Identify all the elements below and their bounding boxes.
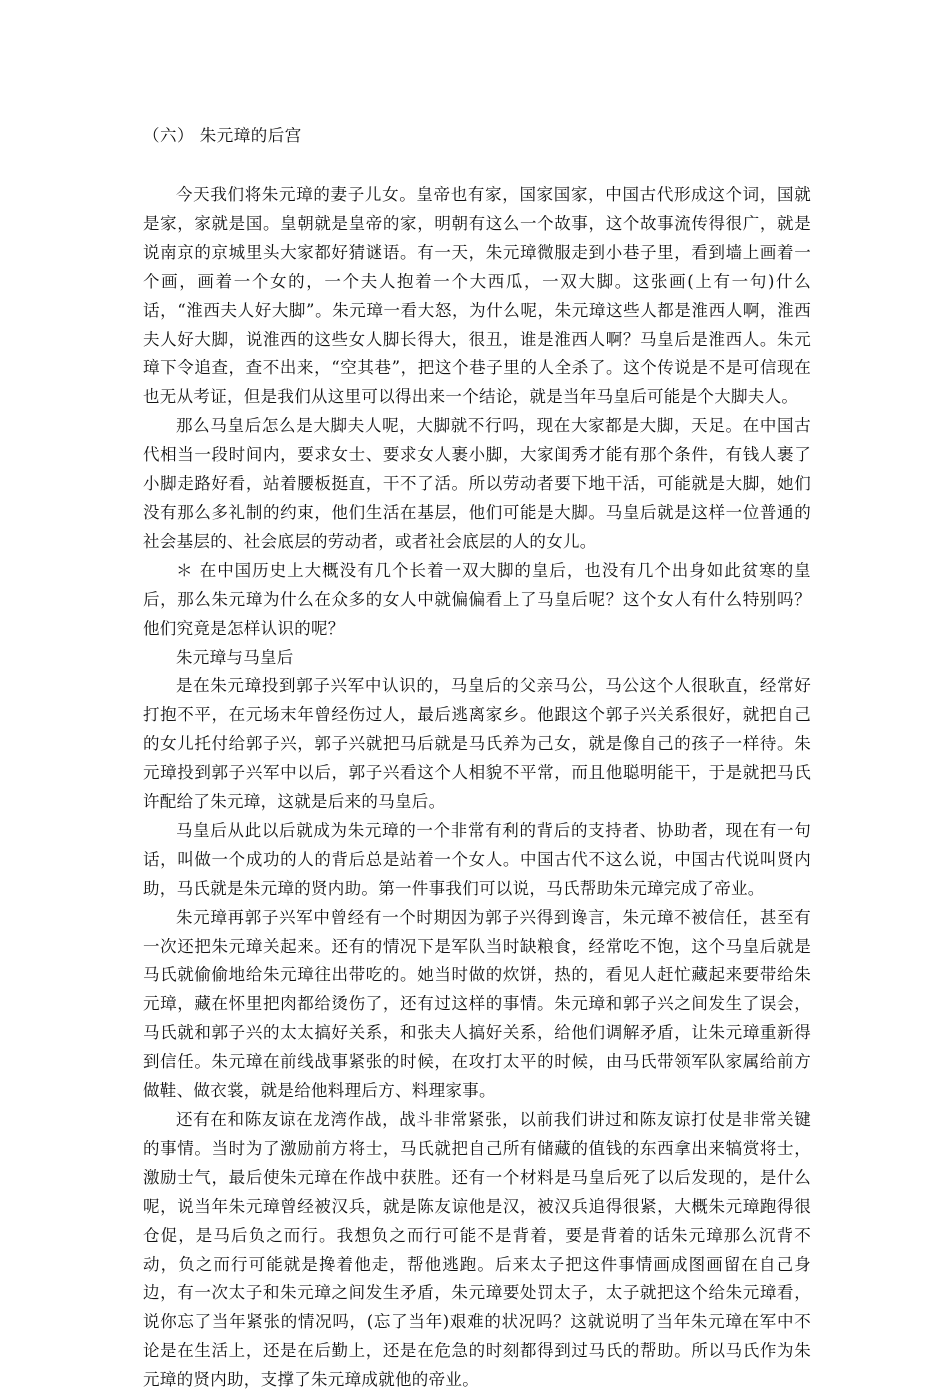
document-body [143, 122, 811, 1395]
paragraph-longwan-battle: 还有在和陈友谅在龙湾作战，战斗非常紧张，以前我们讲过和陈友谅打仗是非常关键的事情。当时为了激励前方将士，马氏就把自己所有储藏的值钱的东西拿出来犒赏将士，激励士气，最后使朱元璋在作战中获胜。还有一个材料是马皇后死了以后发现的，是什么呢，说当年朱元璋曾经被汉兵，就是陈友谅他是汉，被汉兵追得很紧，大概朱元璋跑得很仓促，是马后负之而行。我想负之而行可能不是背着，要是背着的话朱元璋那么沉背不动，负之而行可能就是搀着他走，帮他逃跑。后来太子把这件事情画成图画留在自己身边，有一次太子和朱元璋之间发生矛盾，朱元璋要处罚太子，太子就把这个给朱元璋看，说你忘了当年紧张的情况吗，(忘了当年)艰难的状况吗？这就说明了当年朱元璋在军中不论是在生活上，还是在后勤上，还是在危急的时刻都得到过马氏的帮助。所以马氏作为朱元璋的贤内助，支撑了朱元璋成就他的帝业。 [143, 1110, 811, 1390]
paragraph-supporter: 马皇后从此以后就成为朱元璋的一个非常有利的背后的支持者、协助者，现在有一句话，叫做一个成功的人的背后总是站着一个女人。中国古代不这么说，中国古代说叫贤内助，马氏就是朱元璋的贤内助。第一件事我们可以说，马氏帮助朱元璋完成了帝业。 [143, 820, 811, 898]
paragraph-how-they-met: 是在朱元璋投到郭子兴军中认识的，马皇后的父亲马公，马公这个人很耿直，经常好打抱不平，在元场末年曾经伤过人，最后逃离家乡。他跟这个郭子兴关系很好，就把自己的女儿托付给郭子兴，郭子兴就把马后就是马氏养为己女，就是像自己的孩子一样待。朱元璋投到郭子兴军中以后，郭子兴看这个人相貌不平常，而且他聪明能干，于是就把马氏许配给了朱元璋，这就是后来的马皇后。 [143, 676, 811, 812]
title-spacer [143, 150, 811, 181]
subheading-zhu-and-ma: 朱元璋与马皇后 [176, 647, 294, 667]
paragraph-big-feet: 那么马皇后怎么是大脚夫人呢，大脚就不行吗，现在大家都是大脚，天足。在中国古代相当一段时间内，要求女士、要求女人裹小脚，大家闺秀才能有那个条件，有钱人裹了小脚走路好看，站着腰板挺直，干不了活。所以劳动者要下地干活，可能就是大脚，她们没有那么多礼制的约束，他们生活在基层，他们可能是大脚。马皇后就是这样一位普通的社会基层的、社会底层的劳动者，或者社会底层的人的女儿。 [143, 416, 811, 551]
section-title: （六） 朱元璋的后宫 [143, 126, 302, 145]
paragraph-question: ＊ 在中国历史上大概没有几个长着一双大脚的皇后，也没有几个出身如此贫寒的皇后，那么朱元璋为什么在众多的女人中就偏偏看上了马皇后呢？这个女人有什么特别吗？他们究竟是怎样认识的呢？ [143, 560, 811, 638]
paragraph-intro: 今天我们将朱元璋的妻子儿女。皇帝也有家，国家国家，中国古代形成这个词，国就是家，家就是国。皇朝就是皇帝的家，明朝有这么一个故事，这个故事流传得很广，就是说南京的京城里头大家都好猜谜语。有一天，朱元璋微服走到小巷子里，看到墙上画着一个画，画着一个女的，一个夫人抱着一个大西瓜，一双大脚。这张画(上有一句)什么话，“淮西夫人好大脚”。朱元璋一看大怒，为什么呢，朱元璋这些人都是淮西人啊，淮西夫人好大脚，说淮西的这些女人脚长得大，很丑，谁是淮西人啊？马皇后是淮西人。朱元璋下令追查，查不出来，“空其巷”，把这个巷子里的人全杀了。这个传说是不是可信现在也无从考证，但是我们从这里可以得出来一个结论，就是当年马皇后可能是个大脚夫人。 [143, 185, 811, 407]
paragraph-early-help: 朱元璋再郭子兴军中曾经有一个时期因为郭子兴得到谗言，朱元璋不被信任，甚至有一次还把朱元璋关起来。还有的情况下是军队当时缺粮食，经常吃不饱，这个马皇后就是马氏就偷偷地给朱元璋往出带吃的。她当时做的炊饼，热的，看见人赶忙藏起来要带给朱元璋，藏在怀里把肉都给烫伤了，还有过这样的事情。朱元璋和郭子兴之间发生了误会，马氏就和郭子兴的太太搞好关系，和张夫人搞好关系，给他们调解矛盾，让朱元璋重新得到信任。朱元璋在前线战事紧张的时候，在攻打太平的时候，由马氏带领军队家属给前方做鞋、做衣裳，就是给他料理后方、料理家事。 [143, 907, 811, 1101]
